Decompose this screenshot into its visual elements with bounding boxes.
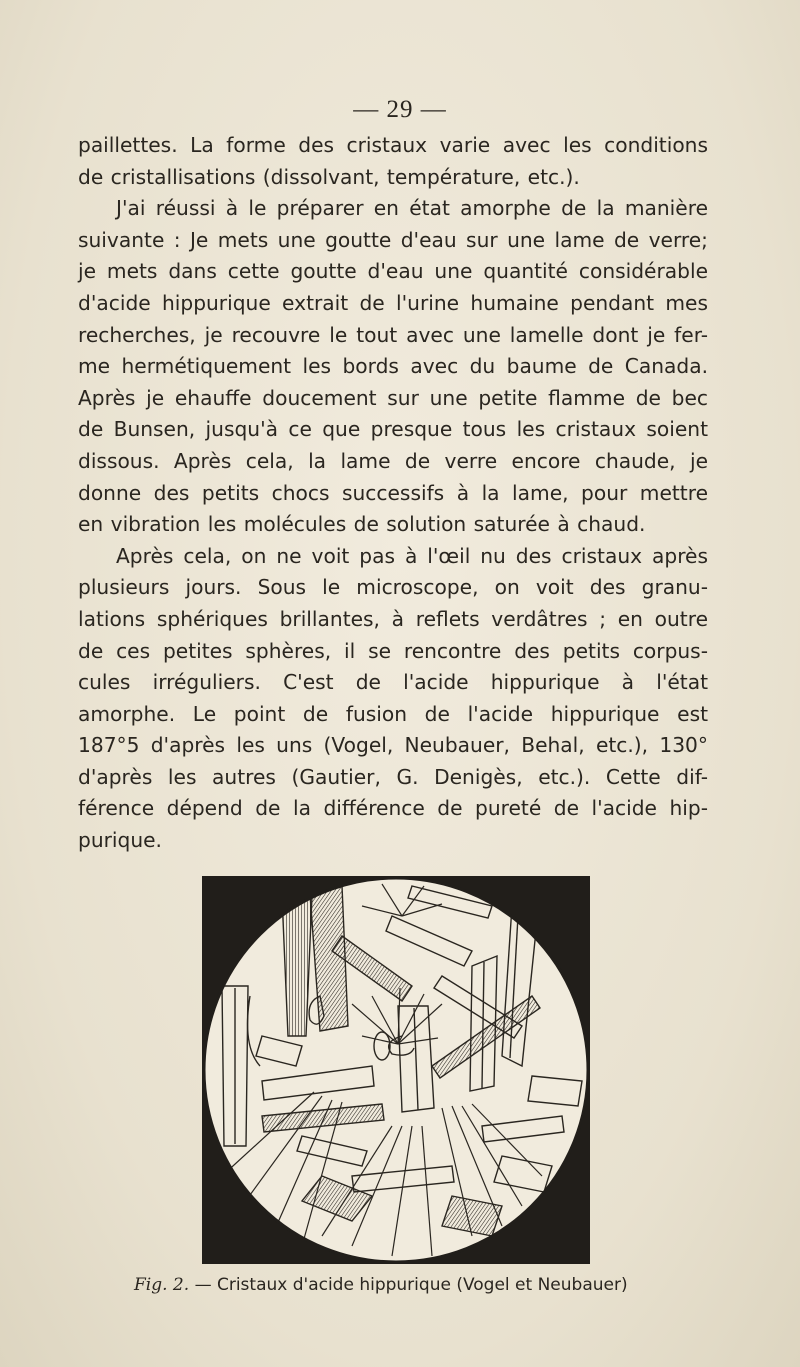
figure-caption-text: — Cristaux d'acide hippurique (Vogel et Neubauer) xyxy=(194,1275,628,1295)
text-line: Après je ehauffe doucement sur une petite flamme de bec xyxy=(78,385,708,410)
text-line: je mets dans cette goutte d'eau une quantité considérable xyxy=(78,259,708,284)
crystal-figure xyxy=(202,876,590,1264)
text-line: Après cela, on ne voit pas à l'œil nu des cristaux après xyxy=(116,543,708,568)
page-number: — 29 — xyxy=(353,96,447,123)
text-line: cules irréguliers. C'est de l'acide hippurique à l'état xyxy=(78,670,708,695)
text-line: suivante : Je mets une goutte d'eau sur une lame de verre; xyxy=(78,227,708,252)
text-line: lations sphériques brillantes, à reflets verdâtres ; en outre xyxy=(78,606,708,631)
text-line: de cristallisations (dissolvant, température, etc.). xyxy=(78,164,580,189)
text-line: amorphe. Le point de fusion de l'acide hippurique est xyxy=(78,701,708,726)
text-line: en vibration les molécules de solution saturée à chaud. xyxy=(78,512,646,537)
text-line: recherches, je recouvre le tout avec une lamelle dont je fer- xyxy=(78,322,708,347)
text-line: de Bunsen, jusqu'à ce que presque tous les cristaux soient xyxy=(78,417,708,442)
text-line: J'ai réussi à le préparer en état amorphe de la manière xyxy=(116,196,708,221)
body-text xyxy=(78,130,708,857)
text-line: dissous. Après cela, la lame de verre encore chaude, je xyxy=(78,448,708,473)
figure-caption xyxy=(134,1275,694,1295)
figure-label: Fig. 2. xyxy=(134,1275,190,1295)
text-line: purique. xyxy=(78,828,162,853)
text-line: de ces petites sphères, il se rencontre des petits corpus- xyxy=(78,638,708,663)
text-line: d'acide hippurique extrait de l'urine humaine pendant mes xyxy=(78,290,708,315)
text-line: donne des petits chocs successifs à la lame, pour mettre xyxy=(78,480,708,505)
text-line: paillettes. La forme des cristaux varie avec les conditions xyxy=(78,133,708,157)
text-line: plusieurs jours. Sous le microscope, on voit des granu- xyxy=(78,575,708,600)
text-line: me hermétiquement les bords avec du baume de Canada. xyxy=(78,354,708,379)
text-line: 187°5 d'après les uns (Vogel, Neubauer, Behal, etc.), 130° xyxy=(78,733,708,758)
text-line: d'après les autres (Gautier, G. Denigès, etc.). Cette dif- xyxy=(78,764,708,789)
text-line: férence dépend de la différence de pureté de l'acide hip- xyxy=(78,796,708,821)
